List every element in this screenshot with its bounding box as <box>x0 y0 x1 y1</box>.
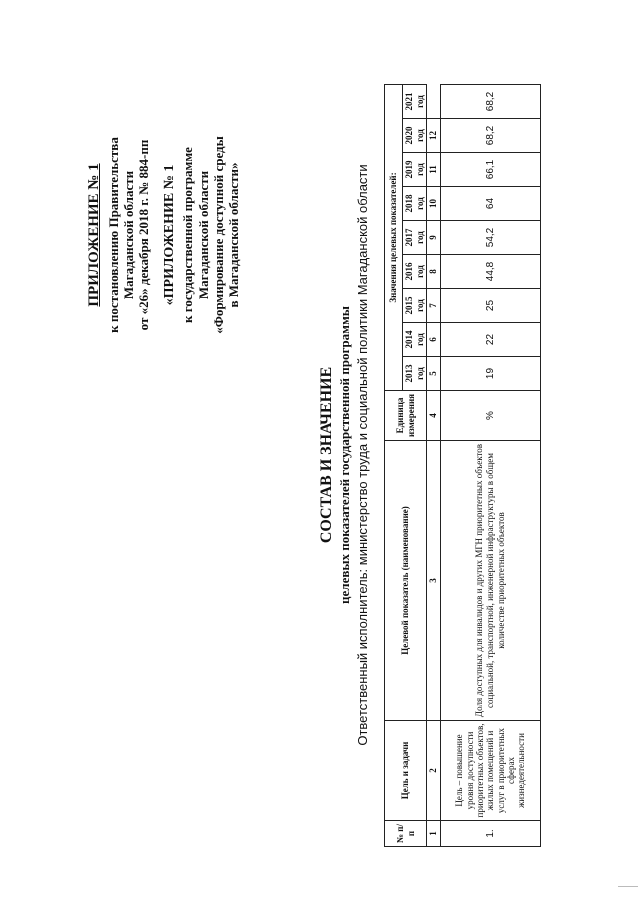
header-year: 2014 год <box>403 323 427 357</box>
responsible-executor: Ответственный исполнитель: министерство труда и социальной политики Магаданской области <box>355 164 371 746</box>
sub-appendix-line-4: в Магаданской области» <box>226 162 242 308</box>
sub-appendix-line-2: Магаданской области <box>195 170 211 300</box>
header-goal: Цель и задачи <box>385 721 427 821</box>
header-year: 2018 год <box>403 187 427 221</box>
row-value: 64 <box>441 187 541 221</box>
sub-appendix-line-3: «Формирование доступной среды <box>210 136 226 334</box>
table-row <box>441 85 541 847</box>
row-value: 68,2 <box>441 85 541 119</box>
column-number: 3 <box>427 441 441 721</box>
column-number: 7 <box>427 289 441 323</box>
column-number: 2 <box>427 721 441 821</box>
sub-appendix-title: «ПРИЛОЖЕНИЕ № 1 <box>161 164 177 306</box>
column-number: 10 <box>427 187 441 221</box>
column-number: 4 <box>427 391 441 441</box>
appendix-line-1: к постановлению Правительства <box>105 137 121 333</box>
row-value: 22 <box>441 323 541 357</box>
column-number: 12 <box>427 119 441 153</box>
column-number: 1 <box>427 821 441 847</box>
header-year: 2017 год <box>403 221 427 255</box>
header-year: 2020 год <box>403 119 427 153</box>
document-heading <box>318 145 371 765</box>
indicators-table <box>384 84 541 847</box>
column-number: 6 <box>427 323 441 357</box>
appendix-header <box>86 35 242 435</box>
column-number: 11 <box>427 153 441 187</box>
header-num: № п/п <box>385 821 427 847</box>
header-year: 2013 год <box>403 357 427 391</box>
header-values-group: Значения целевых показателей: <box>385 85 403 391</box>
document-subtitle: целевых показателей государственной программы <box>336 306 352 604</box>
sub-appendix-line-1: к государственной программе <box>180 147 196 323</box>
header-year: 2021 год <box>403 85 427 119</box>
row-value: 25 <box>441 289 541 323</box>
row-indicator: Доля доступных для инвалидов и других МГН приоритетных объектов социальной, транспортной, инженерной инфраструктуры в общем количестве приоритетных объектов <box>441 441 541 721</box>
header-unit: Единица измерения <box>385 391 427 441</box>
document-title: СОСТАВ И ЗНАЧЕНИЕ <box>318 366 335 544</box>
header-year: 2015 год <box>403 289 427 323</box>
column-number: 5 <box>427 357 441 391</box>
column-number: 9 <box>427 221 441 255</box>
header-year: 2019 год <box>403 153 427 187</box>
row-goal: Цель – повышение уровня доступности приоритетных объектов, жилых помещений и услуг в приоритетных сферах жизнедеятельности <box>441 721 541 821</box>
row-unit: % <box>441 391 541 441</box>
row-value: 44,8 <box>441 255 541 289</box>
appendix-title: ПРИЛОЖЕНИЕ № 1 <box>86 163 102 307</box>
scan-edge-mark <box>618 886 638 887</box>
row-value: 54,2 <box>441 221 541 255</box>
header-year: 2016 год <box>403 255 427 289</box>
row-value: 19 <box>441 357 541 391</box>
row-value: 66,1 <box>441 153 541 187</box>
appendix-line-2: Магаданской области <box>121 170 137 300</box>
row-value: 68,2 <box>441 119 541 153</box>
appendix-line-3: от «26» декабря 2018 г. № 884-пп <box>136 139 152 331</box>
row-num: 1. <box>441 821 541 847</box>
header-indicator: Целевой показатель (наименование) <box>385 441 427 721</box>
column-number: 8 <box>427 255 441 289</box>
